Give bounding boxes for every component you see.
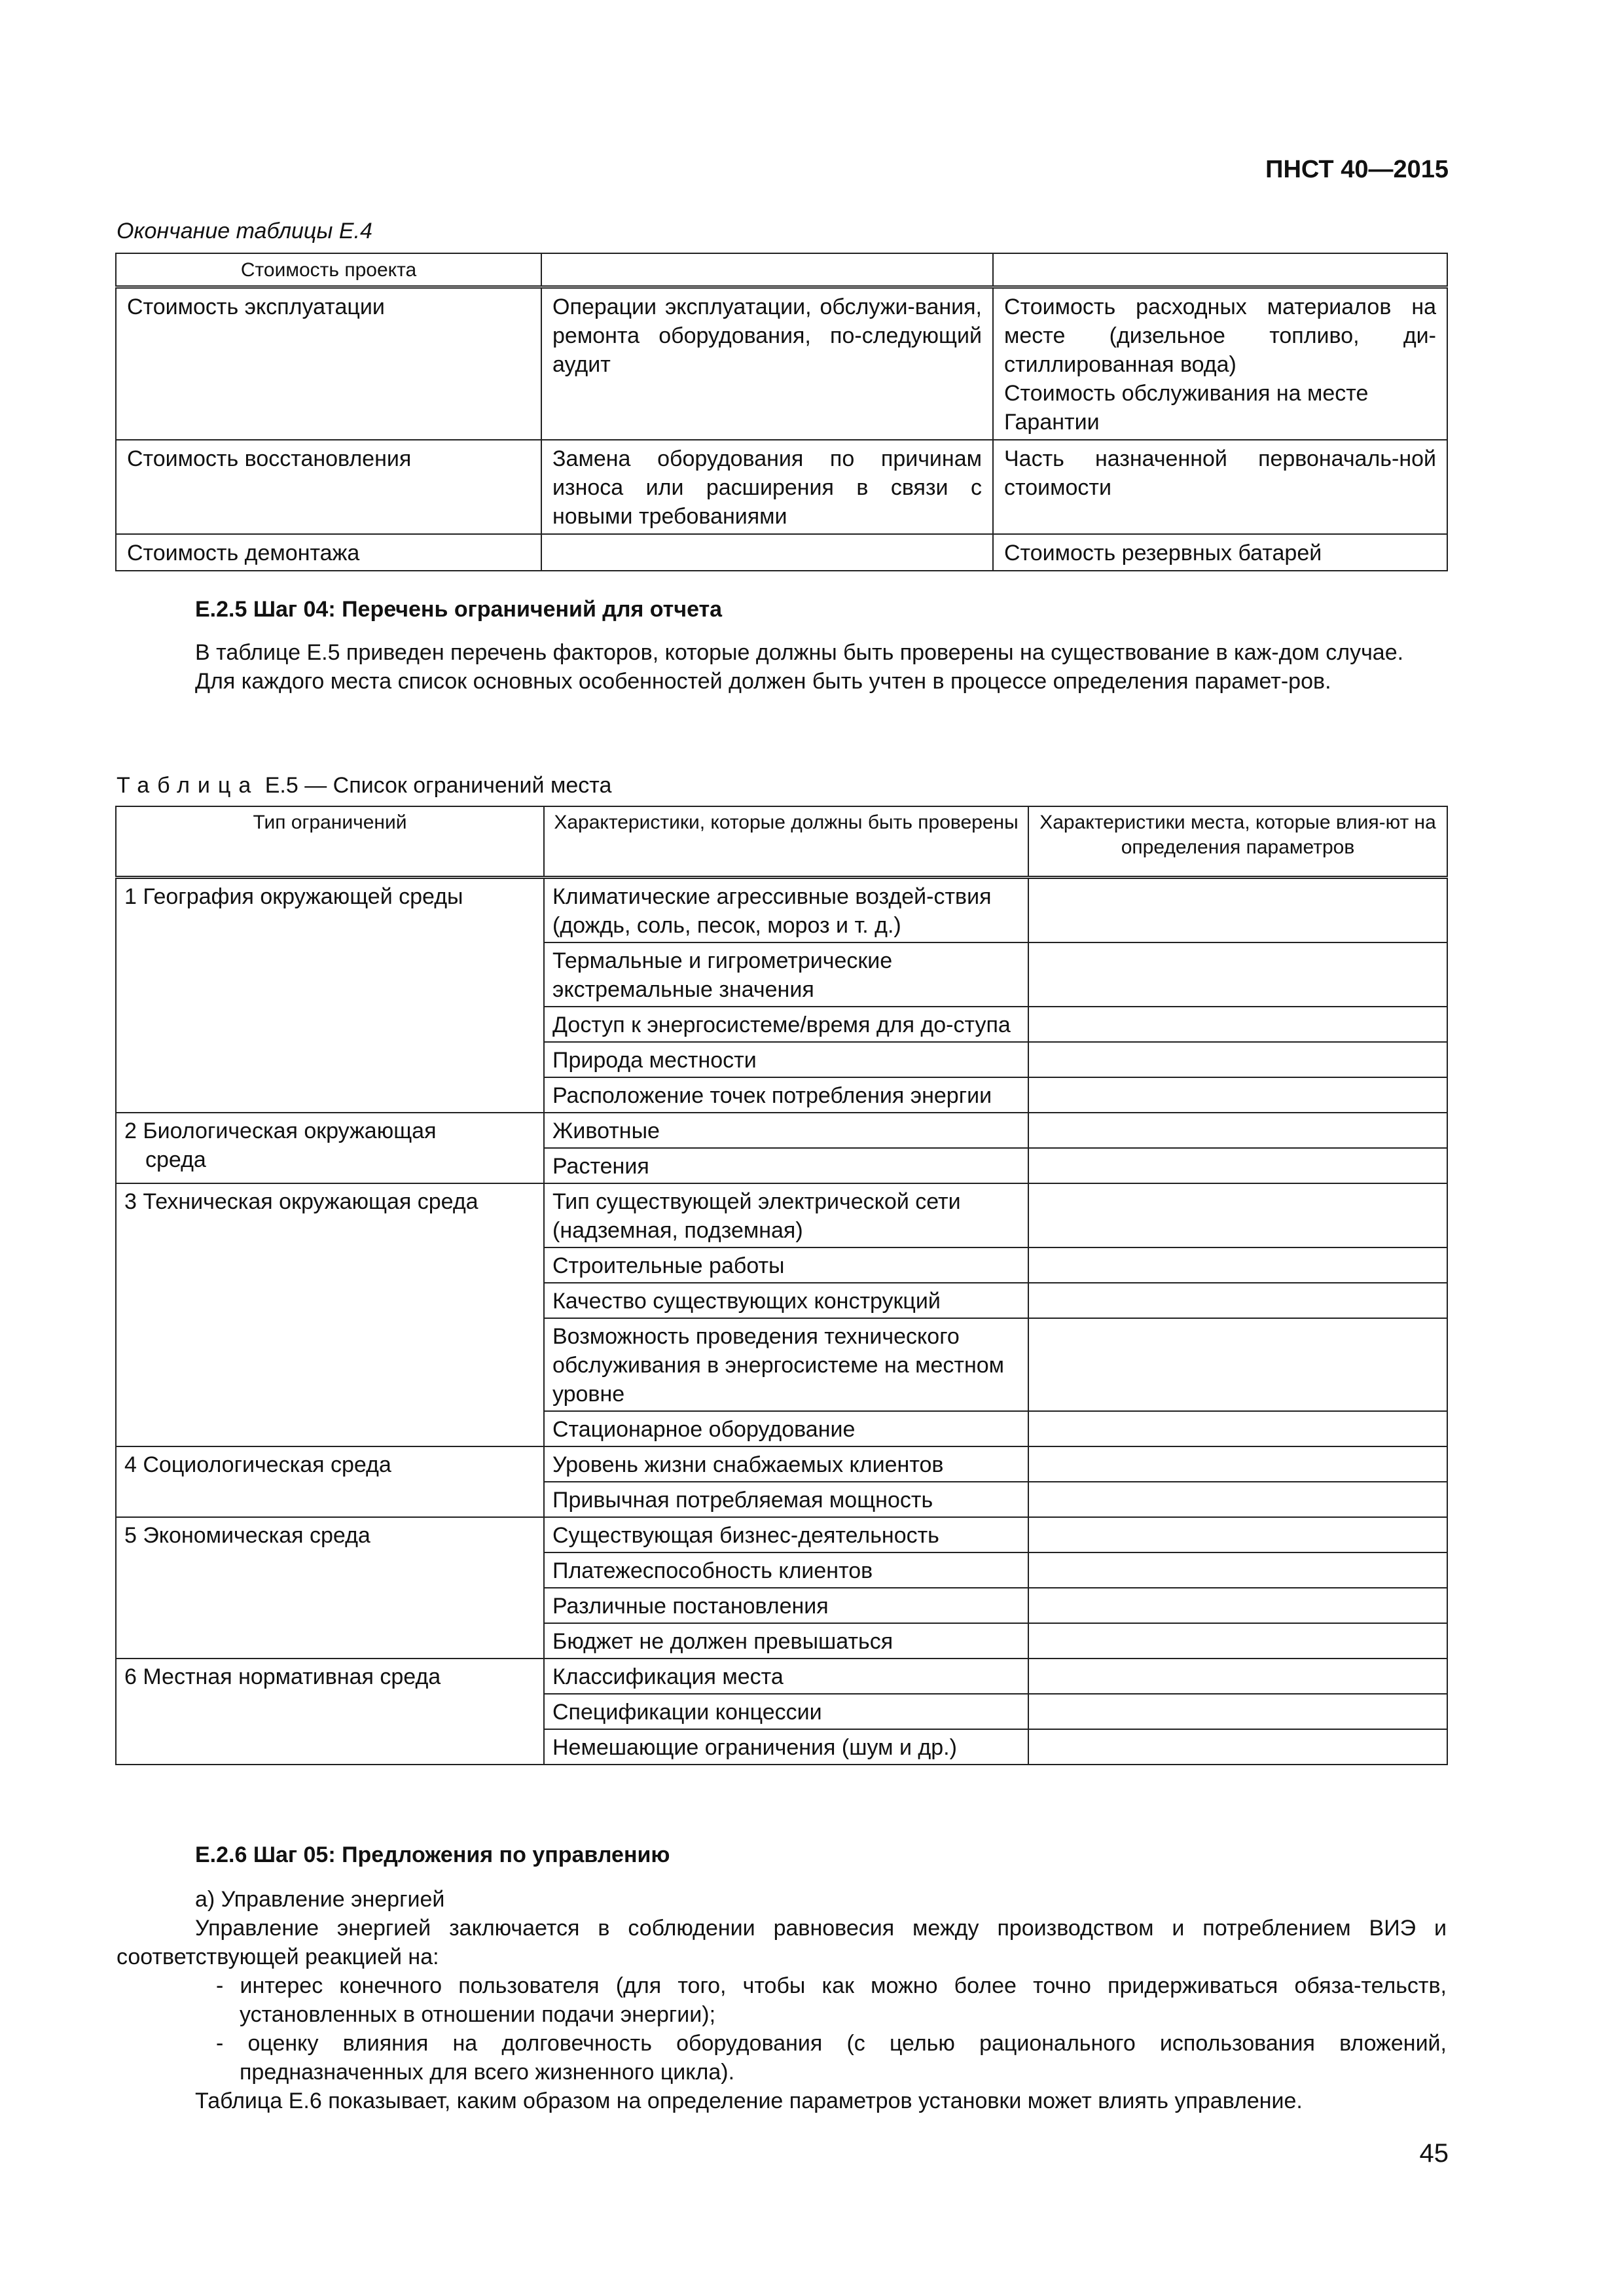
characteristic-cell: Климатические агрессивные воздей-ствия (дождь, соль, песок, мороз и т. д.): [544, 877, 1028, 942]
characteristic-cell: Растения: [544, 1148, 1028, 1183]
table-row: [116, 1517, 1447, 1552]
table-title-rest: Е.5 — Список ограничений места: [259, 773, 612, 798]
table-header-row: [116, 806, 1447, 877]
subsection-title: а) Управление энергией: [195, 1887, 445, 1912]
table-row: [116, 1183, 1447, 1247]
table-cell: Стоимость восстановления: [116, 440, 541, 534]
table-e4-caption: Окончание таблицы Е.4: [117, 219, 372, 243]
paragraph-text: Управление энергией заключается в соблюдении равновесия между производством и потреблением ВИЭ и соответствующей реакцией на:: [117, 1916, 1447, 1969]
standard-id: ПНСТ 40—2015: [1265, 156, 1449, 183]
bullet-list: [216, 1971, 1447, 2087]
table-e4: [115, 253, 1448, 571]
characteristic-cell: Спецификации концессии: [544, 1694, 1028, 1729]
constraint-type-label: 6 Местная нормативная среда: [124, 1664, 441, 1689]
table-cell: [993, 253, 1447, 287]
column-header: Характеристики, которые должны быть проверены: [544, 806, 1028, 877]
characteristic-cell: Немешающие ограничения (шум и др.): [544, 1729, 1028, 1765]
site-characteristic-cell: [1028, 1694, 1447, 1729]
constraint-type-cell: [116, 1517, 544, 1659]
paragraph: [117, 638, 1447, 696]
site-characteristic-cell: [1028, 1007, 1447, 1042]
table-cell: [541, 253, 993, 287]
site-characteristic-cell: [1028, 1318, 1447, 1411]
characteristic-cell: Различные постановления: [544, 1588, 1028, 1623]
site-characteristic-cell: [1028, 1283, 1447, 1318]
characteristic-cell: Платежеспособность клиентов: [544, 1552, 1028, 1588]
site-characteristic-cell: [1028, 942, 1447, 1007]
site-characteristic-cell: [1028, 1623, 1447, 1659]
table-cell: Операции эксплуатации, обслужи-вания, ремонта оборудования, по-следующий аудит: [541, 287, 993, 440]
section-heading-e26: Е.2.6 Шаг 05: Предложения по управлению: [195, 1842, 670, 1867]
characteristic-cell: Качество существующих конструкций: [544, 1283, 1028, 1318]
site-characteristic-cell: [1028, 1729, 1447, 1765]
site-characteristic-cell: [1028, 1517, 1447, 1552]
table-row: [116, 1659, 1447, 1694]
paragraph-text: Таблица Е.6 показывает, каким образом на определение параметров установки может влиять управление.: [195, 2089, 1303, 2113]
list-item: - оценку влияния на долговечность оборудования (с целью рационального использования вложений, предназначенных для всего жизненного цикла).: [216, 2031, 1447, 2085]
table-row: [116, 440, 1447, 534]
characteristic-cell: Бюджет не должен превышаться: [544, 1623, 1028, 1659]
table-e5: [115, 806, 1448, 1765]
site-characteristic-cell: [1028, 1113, 1447, 1148]
characteristic-cell: Природа местности: [544, 1042, 1028, 1077]
site-characteristic-cell: [1028, 1148, 1447, 1183]
constraint-type-cell: [116, 1659, 544, 1765]
paragraph: [117, 2087, 1447, 2115]
site-characteristic-cell: [1028, 1552, 1447, 1588]
site-characteristic-cell: [1028, 1247, 1447, 1283]
paragraph-text: В таблице Е.5 приведен перечень факторов, которые должны быть проверены на существование в каж-дом случае.: [195, 640, 1404, 665]
table-title-word: Таблица: [117, 773, 259, 798]
constraint-type-label: 5 Экономическая среда: [124, 1522, 370, 1548]
site-characteristic-cell: [1028, 1077, 1447, 1113]
section-heading-e25: Е.2.5 Шаг 04: Перечень ограничений для отчета: [195, 597, 723, 622]
table-row: [116, 877, 1447, 942]
characteristic-cell: Привычная потребляемая мощность: [544, 1482, 1028, 1517]
site-characteristic-cell: [1028, 1482, 1447, 1517]
characteristic-cell: Тип существующей электрической сети (надземная, подземная): [544, 1183, 1028, 1247]
site-characteristic-cell: [1028, 1042, 1447, 1077]
table-cell: Часть назначенной первоначаль-ной стоимости: [993, 440, 1447, 534]
paragraph: [117, 1885, 1447, 1971]
table-e5-title: [117, 773, 611, 798]
constraint-type-label: 2 Биологическая окружающая: [124, 1118, 437, 1143]
constraint-type-label-cont: среда: [145, 1147, 206, 1172]
characteristic-cell: Строительные работы: [544, 1247, 1028, 1283]
constraint-type-cell: [116, 1446, 544, 1517]
table-row: [116, 534, 1447, 571]
table-cell: Стоимость проекта: [116, 253, 541, 287]
site-characteristic-cell: [1028, 1659, 1447, 1694]
site-characteristic-cell: [1028, 1183, 1447, 1247]
characteristic-cell: Термальные и гигрометрические экстремальные значения: [544, 942, 1028, 1007]
table-row: [116, 1446, 1447, 1482]
characteristic-cell: Расположение точек потребления энергии: [544, 1077, 1028, 1113]
characteristic-cell: Возможность проведения технического обслуживания в энергосистеме на местном уровне: [544, 1318, 1028, 1411]
column-header: Характеристики места, которые влия-ют на определения параметров: [1028, 806, 1447, 877]
table-cell: Стоимость демонтажа: [116, 534, 541, 571]
constraint-type-cell: [116, 1183, 544, 1446]
table-row: [116, 287, 1447, 440]
table-body: [116, 877, 1447, 1765]
table-cell: Замена оборудования по причинам износа или расширения в связи с новыми требованиями: [541, 440, 993, 534]
characteristic-cell: Животные: [544, 1113, 1028, 1148]
characteristic-cell: Доступ к энергосистеме/время для до-ступа: [544, 1007, 1028, 1042]
column-header: Тип ограничений: [116, 806, 544, 877]
table-cell: Стоимость резервных батарей: [993, 534, 1447, 571]
list-item: - интерес конечного пользователя (для того, чтобы как можно более точно придерживаться обяза-тельств, установленных в отношении подачи энергии);: [216, 1973, 1447, 2027]
constraint-type-cell: [116, 1113, 544, 1183]
characteristic-cell: Уровень жизни снабжаемых клиентов: [544, 1446, 1028, 1482]
constraint-type-label: 1 География окружающей среды: [124, 884, 463, 909]
table-cell: Стоимость эксплуатации: [116, 287, 541, 440]
site-characteristic-cell: [1028, 877, 1447, 942]
page-number: 45: [1419, 2139, 1449, 2168]
characteristic-cell: Стационарное оборудование: [544, 1411, 1028, 1446]
table-row: [116, 1113, 1447, 1148]
characteristic-cell: Существующая бизнес-деятельность: [544, 1517, 1028, 1552]
paragraph-text: Для каждого места список основных особенностей должен быть учтен в процессе определения парамет-ров.: [195, 669, 1331, 694]
cell-line: Стоимость расходных материалов на месте (дизельное топливо, ди-стиллированная вода): [1004, 295, 1436, 377]
cell-line: Гарантии: [1004, 410, 1100, 435]
cell-line: Стоимость обслуживания на месте: [1004, 381, 1369, 406]
constraint-type-cell: [116, 877, 544, 1113]
table-cell: [993, 287, 1447, 440]
site-characteristic-cell: [1028, 1446, 1447, 1482]
table-cell: [541, 534, 993, 571]
table-row: [116, 253, 1447, 287]
constraint-type-label: 4 Социологическая среда: [124, 1452, 391, 1477]
constraint-type-label: 3 Техническая окружающая среда: [124, 1189, 478, 1214]
site-characteristic-cell: [1028, 1588, 1447, 1623]
site-characteristic-cell: [1028, 1411, 1447, 1446]
characteristic-cell: Классификация места: [544, 1659, 1028, 1694]
